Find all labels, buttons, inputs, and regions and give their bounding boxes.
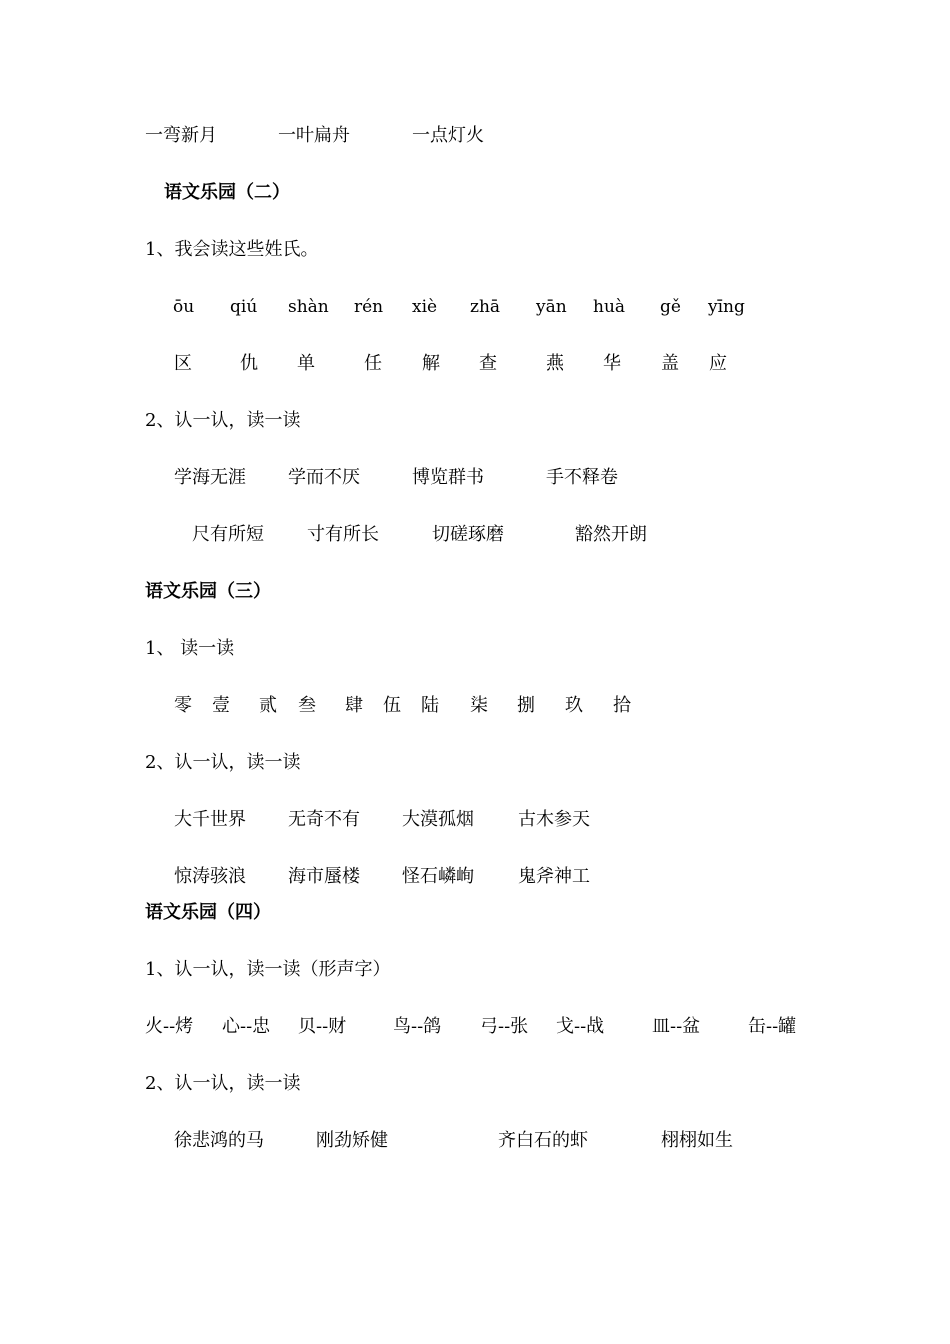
phrase: 一点灯火 (412, 125, 484, 146)
numeral-char: 叁 (298, 695, 316, 716)
idiom: 切磋琢磨 (432, 524, 504, 545)
radical-pair: 贝--财 (298, 1016, 347, 1037)
section3-q1: 1、 读一读 (145, 638, 235, 659)
surname-char: 区 (174, 353, 192, 374)
section4-q1: 1、认一认，读一读（形声字） (145, 959, 391, 980)
idiom: 学海无涯 (174, 467, 246, 488)
phrase: 齐白石的虾 (498, 1130, 588, 1151)
idiom: 海市蜃楼 (288, 866, 360, 887)
numeral-char: 捌 (517, 695, 535, 716)
idiom: 尺有所短 (192, 524, 264, 545)
radical-pair: 心--忠 (222, 1016, 271, 1037)
pinyin: qiú (230, 297, 258, 317)
numeral-char: 贰 (259, 695, 277, 716)
radical-pair: 火--烤 (145, 1016, 194, 1037)
surname-char: 查 (479, 353, 497, 374)
phrase: 一弯新月 (145, 125, 217, 146)
idiom: 大千世界 (174, 809, 246, 830)
section2-heading: 语文乐园（二） (164, 182, 290, 203)
pinyin: rén (354, 297, 384, 317)
idiom: 怪石嶙峋 (402, 866, 474, 887)
radical-pair: 鸟--鸽 (393, 1016, 442, 1037)
idiom: 鬼斧神工 (518, 866, 590, 887)
surname-char: 解 (422, 353, 440, 374)
numeral-char: 柒 (470, 695, 488, 716)
radical-pair: 皿--盆 (652, 1016, 701, 1037)
section3-heading: 语文乐园（三） (145, 581, 271, 602)
section2-q2: 2、认一认，读一读 (145, 410, 301, 431)
idiom: 大漠孤烟 (402, 809, 474, 830)
radical-pair: 弓--张 (480, 1016, 529, 1037)
surname-char: 燕 (546, 353, 564, 374)
section3-q2: 2、认一认，读一读 (145, 752, 301, 773)
surname-char: 仇 (240, 353, 258, 374)
radical-pair: 戈--战 (556, 1016, 605, 1037)
numeral-char: 拾 (613, 695, 631, 716)
numeral-char: 零 (174, 695, 192, 716)
pinyin: zhā (470, 297, 501, 317)
surname-char: 任 (364, 353, 382, 374)
numeral-char: 玖 (565, 695, 583, 716)
idiom: 学而不厌 (288, 467, 360, 488)
phrase: 徐悲鸿的马 (174, 1130, 264, 1151)
idiom: 无奇不有 (288, 809, 360, 830)
phrase: 栩栩如生 (661, 1130, 733, 1151)
surname-char: 应 (709, 353, 727, 374)
phrase: 一叶扁舟 (278, 125, 350, 146)
idiom: 豁然开朗 (575, 524, 647, 545)
surname-char: 华 (603, 353, 621, 374)
pinyin: shàn (288, 297, 329, 317)
idiom: 古木参天 (518, 809, 590, 830)
pinyin: xiè (412, 297, 438, 317)
numeral-char: 伍 (383, 695, 401, 716)
numeral-char: 壹 (212, 695, 230, 716)
numeral-char: 陆 (421, 695, 439, 716)
pinyin: ōu (173, 297, 195, 317)
surname-char: 单 (297, 353, 315, 374)
pinyin: huà (593, 297, 626, 317)
idiom: 寸有所长 (307, 524, 379, 545)
idiom: 博览群书 (412, 467, 484, 488)
pinyin: gě (660, 297, 681, 317)
section2-q1: 1、我会读这些姓氏。 (145, 239, 319, 260)
pinyin: yān (536, 297, 567, 317)
idiom: 惊涛骇浪 (174, 866, 246, 887)
idiom: 手不释卷 (546, 467, 618, 488)
surname-char: 盖 (661, 353, 679, 374)
phrase: 刚劲矫健 (316, 1130, 388, 1151)
section4-heading: 语文乐园（四） (145, 902, 271, 923)
radical-pair: 缶--罐 (748, 1016, 797, 1037)
section4-q2: 2、认一认，读一读 (145, 1073, 301, 1094)
pinyin: yīng (708, 297, 745, 317)
numeral-char: 肆 (345, 695, 363, 716)
